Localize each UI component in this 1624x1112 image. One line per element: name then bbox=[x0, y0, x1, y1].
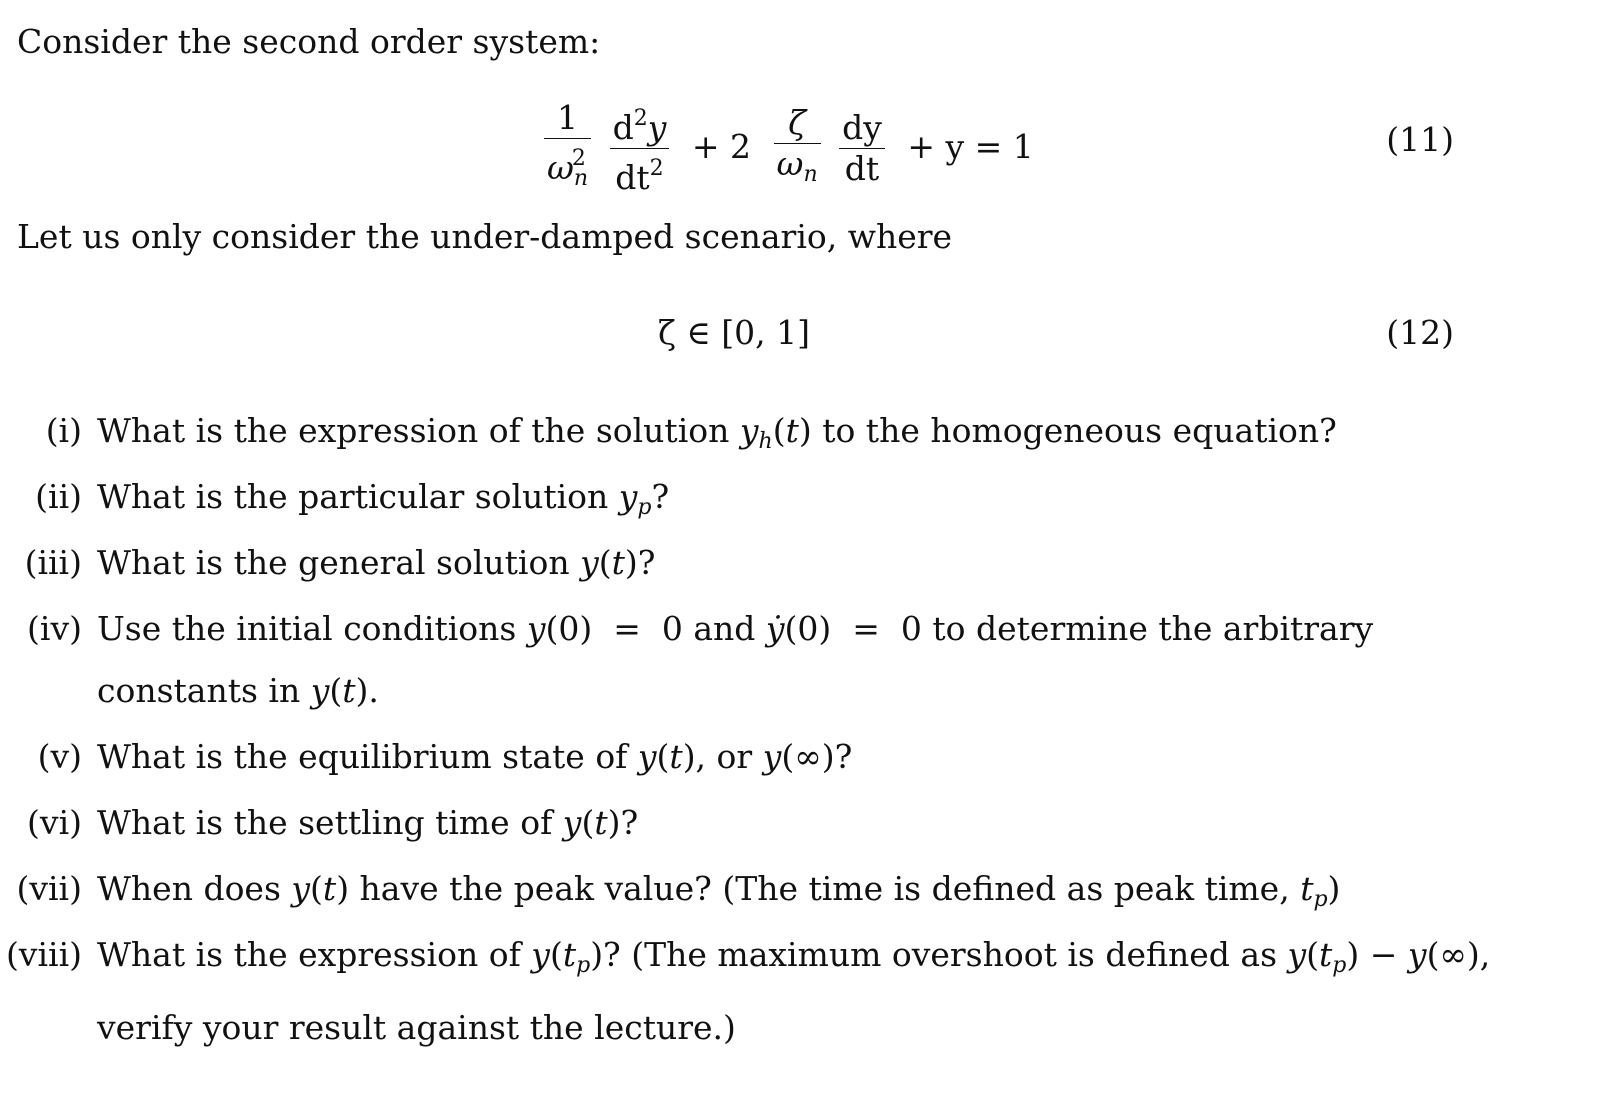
question-label: (ii) bbox=[35, 477, 82, 516]
question-label: (iv) bbox=[27, 609, 82, 648]
question-label: (iii) bbox=[24, 543, 82, 582]
fraction-zeta-over-omega: $\frac{\zeta}{\omega_n}$ bbox=[774, 103, 821, 195]
question-item bbox=[0, 800, 1560, 866]
question-item bbox=[0, 932, 1560, 1060]
question-item bbox=[0, 540, 1560, 606]
equation-number-12: (12) bbox=[1386, 313, 1454, 352]
question-text: What is the expression of the solution $y_h(t)$ to the homogeneous equation? bbox=[97, 411, 1337, 454]
equation-number-11: (11) bbox=[1386, 120, 1454, 159]
question-item bbox=[0, 866, 1560, 932]
question-text: What is the particular solution $y_p$? bbox=[97, 477, 670, 520]
question-item bbox=[0, 408, 1560, 474]
first-derivative-fraction: $\frac{dy}{dt}$ bbox=[839, 108, 885, 189]
underdamped-text: Let us only consider the under-damped scenario, where bbox=[17, 217, 953, 256]
equation-12-expression: ζ ∈ [0, 1] bbox=[658, 313, 811, 352]
equation-11-body bbox=[540, 98, 1042, 199]
question-label: (vii) bbox=[16, 869, 82, 908]
question-text: What is the general solution y(t)? bbox=[97, 543, 656, 582]
question-text: What is the equilibrium state of y(t), or y(∞)? bbox=[97, 737, 853, 776]
question-label: (viii) bbox=[5, 935, 82, 974]
equation-11-tail: + y = 1 bbox=[907, 126, 1034, 166]
question-label: (vi) bbox=[27, 803, 82, 842]
question-text: Use the initial conditions y(0) = 0 and ẏ(0) = 0 to determine the arbitrary constants in y(t). bbox=[97, 609, 1374, 710]
question-item bbox=[0, 734, 1560, 800]
question-label: (i) bbox=[45, 411, 82, 450]
question-list bbox=[0, 408, 1560, 1060]
question-item bbox=[0, 474, 1560, 540]
intro-text: Consider the second order system: bbox=[17, 22, 601, 61]
question-item bbox=[0, 606, 1560, 734]
second-derivative-fraction: $\frac{d^2y}{dt^2}$ bbox=[610, 99, 670, 198]
question-text: What is the expression of $y(t_p)$? (The maximum overshoot is defined as $y(t_p) - y(\infty)$, verify your result against the lecture.) bbox=[97, 935, 1491, 1047]
fraction-one-over-omega-squared: $\frac{1}{\omega^2_n}$ bbox=[544, 98, 591, 199]
question-text: When does y(t) have the peak value? (The time is defined as peak time, $t_p$) bbox=[97, 869, 1341, 912]
question-label: (v) bbox=[37, 737, 82, 776]
question-text: What is the settling time of y(t)? bbox=[97, 803, 639, 842]
plus-two: + 2 bbox=[691, 126, 752, 166]
